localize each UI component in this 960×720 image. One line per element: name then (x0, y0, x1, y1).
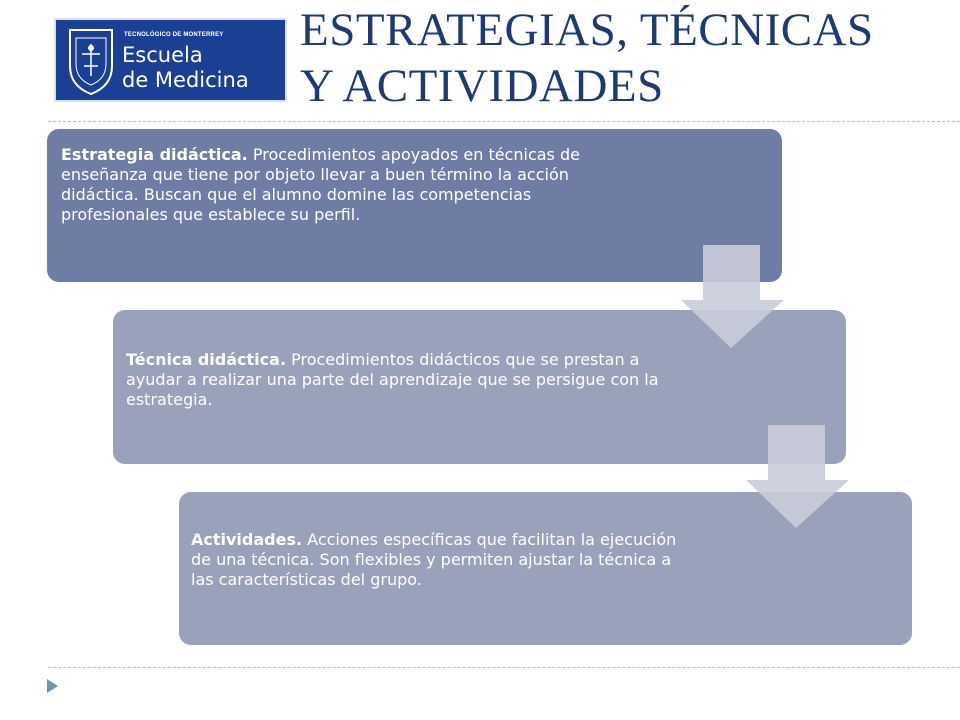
escuela-de-medicina-logo (54, 18, 287, 102)
logo-institution-text: TECNOLÓGICO DE MONTERREY (124, 32, 224, 38)
step-term: Técnica didáctica. (126, 350, 287, 369)
title-line-1: ESTRATEGIAS, TÉCNICAS (300, 4, 874, 56)
bottom-divider (48, 667, 960, 668)
down-arrow-icon (680, 245, 786, 349)
logo-school-line1: Escuela (122, 43, 203, 67)
slide-title (300, 2, 874, 114)
step-description: Procedimientos apoyados en técnicas de enseñanza que tiene por objeto llevar a buen término la acción didáctica. Buscan que el alumno domine las competencias profesionales que establece su perfil. (61, 145, 580, 224)
tec-seal-icon (64, 26, 118, 96)
logo-school-line2: de Medicina (122, 68, 249, 92)
step-term: Actividades. (191, 530, 303, 549)
triangle-bullet-icon (47, 679, 58, 693)
step-box-estrategia (47, 129, 782, 282)
step-description: Procedimientos didácticos que se prestan a ayudar a realizar una parte del aprendizaje que se persigue con la estrategia. (126, 350, 659, 409)
title-line-2: Y ACTIVIDADES (300, 60, 664, 112)
step-description: Acciones específicas que facilitan la ejecución de una técnica. Son flexibles y permiten ajustar la técnica a las características del grupo. (191, 530, 677, 589)
step-term: Estrategia didáctica. (61, 145, 248, 164)
top-divider (48, 121, 960, 122)
down-arrow-icon (745, 425, 851, 529)
